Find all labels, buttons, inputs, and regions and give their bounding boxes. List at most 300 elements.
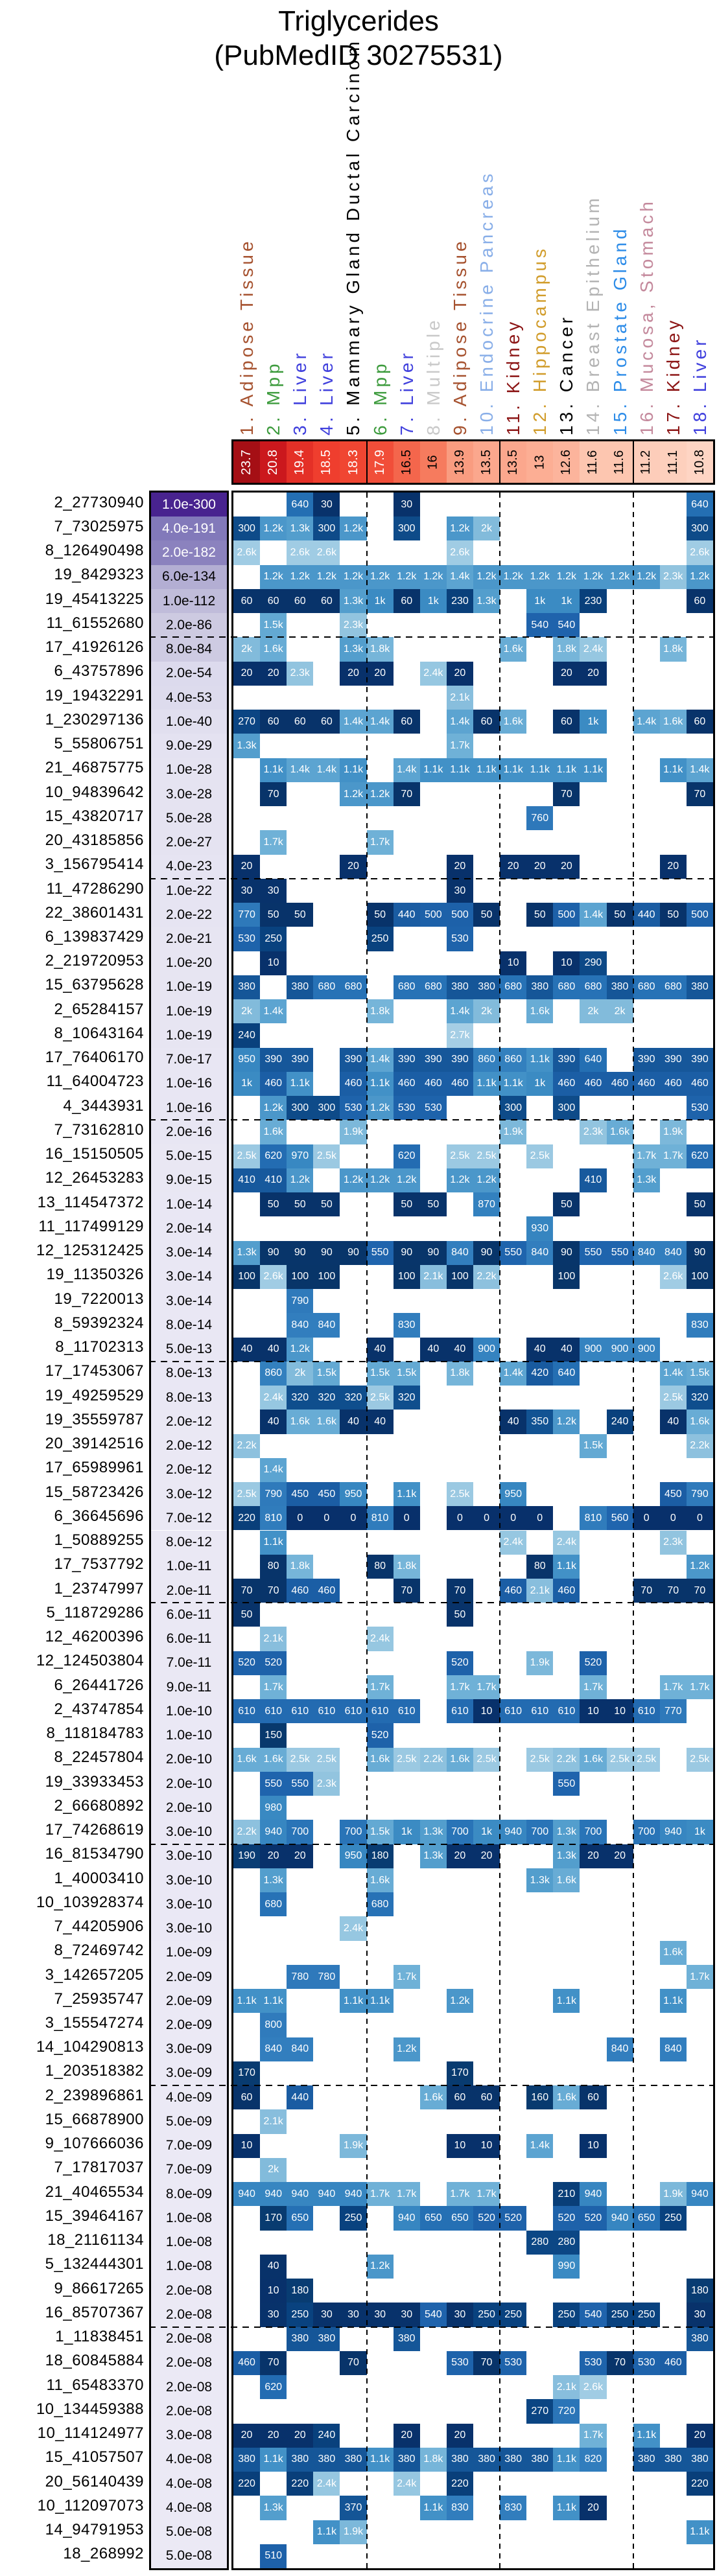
- heatmap-cell: 540: [553, 613, 580, 637]
- heatmap-cell: [473, 1434, 500, 1458]
- heatmap-cell: 2.2k: [687, 1434, 713, 1458]
- heatmap-cell: [473, 1892, 500, 1916]
- heatmap-cell: [500, 1216, 526, 1240]
- heatmap-cell: 1.2k: [260, 1096, 287, 1120]
- heatmap-cell: 2.5k: [233, 1482, 260, 1506]
- heatmap-cell: 900: [607, 1338, 633, 1362]
- heatmap-cell: [633, 2399, 660, 2423]
- heatmap-cell: [633, 2182, 660, 2206]
- heatmap-cell: [473, 1916, 500, 1940]
- heatmap-cell: [313, 686, 340, 710]
- heatmap-cell: [367, 806, 394, 830]
- heatmap-cell: [607, 2375, 633, 2399]
- heatmap-cell: 700: [447, 1820, 473, 1844]
- heatmap-cell: [607, 2496, 633, 2520]
- heatmap-cell: [500, 1434, 526, 1458]
- heatmap-cell: [687, 1772, 713, 1796]
- heatmap-cell: 550: [607, 1241, 633, 1265]
- heatmap-cell: [660, 2013, 687, 2037]
- heatmap-cell: [553, 2424, 580, 2448]
- score-cell: [526, 441, 553, 483]
- heatmap-cell: [340, 1555, 366, 1579]
- heatmap-cell: [473, 2544, 500, 2568]
- heatmap-cell: 1.2k: [553, 1410, 580, 1433]
- heatmap-cell: 250: [553, 2303, 580, 2327]
- heatmap-cell: [420, 2520, 447, 2544]
- heatmap-cell: 1.2k: [260, 516, 287, 540]
- heatmap-cell: 1.1k: [420, 2496, 447, 2520]
- heatmap-cell: 830: [447, 2496, 473, 2520]
- pvalue-cell: 2.0e-54: [151, 662, 227, 686]
- heatmap-cell: [420, 1675, 447, 1699]
- heatmap-cell: [313, 2109, 340, 2133]
- heatmap-cell: 1.5k: [367, 1820, 394, 1844]
- heatmap-cell: [313, 734, 340, 758]
- score-cell: [447, 441, 473, 483]
- heatmap-cell: 2.6k: [313, 540, 340, 564]
- score-cell: [367, 441, 394, 483]
- pvalue-cell: 2.0e-08: [151, 2375, 227, 2399]
- heatmap-cell: 460: [233, 2351, 260, 2375]
- pvalue-cell: 2.0e-21: [151, 927, 227, 951]
- heatmap-cell: [233, 1772, 260, 1796]
- heatmap-cell: 300: [313, 516, 340, 540]
- heatmap-cell: [233, 758, 260, 782]
- row-label: 17_76406170: [45, 1049, 144, 1067]
- heatmap-cell: [287, 2013, 313, 2037]
- heatmap-cell: 70: [260, 2351, 287, 2375]
- row-label: 2_66680892: [54, 1796, 144, 1815]
- heatmap-cell: [633, 662, 660, 686]
- heatmap-cell: 680: [660, 975, 687, 999]
- heatmap-cell: [313, 1723, 340, 1747]
- heatmap-cell: 1.7k: [687, 1675, 713, 1699]
- score-value: 16: [425, 454, 440, 470]
- pvalue-cell: 2.0e-16: [151, 1120, 227, 1144]
- heatmap-cell: [473, 2520, 500, 2544]
- heatmap-cell: 1.1k: [367, 2448, 394, 2472]
- heatmap-cell: 20: [473, 1844, 500, 1868]
- heatmap-cell: 40: [553, 1338, 580, 1362]
- heatmap-cell: [367, 1120, 394, 1144]
- heatmap-cell: 810: [580, 1506, 606, 1530]
- heatmap-cell: 390: [287, 1048, 313, 1072]
- row-label: 10_114124977: [37, 2424, 144, 2443]
- heatmap-cell: [447, 1916, 473, 1940]
- heatmap-cell: 90: [394, 1241, 420, 1265]
- heatmap-cell: [607, 1168, 633, 1192]
- heatmap-cell: [553, 516, 580, 540]
- heatmap-cell: [394, 2061, 420, 2085]
- heatmap-cell: 900: [473, 1338, 500, 1362]
- heatmap-cell: [313, 2037, 340, 2061]
- heatmap-cell: 1.1k: [394, 1482, 420, 1506]
- heatmap-cell: [500, 2375, 526, 2399]
- heatmap-cell: [660, 734, 687, 758]
- row-label: 1_23747997: [54, 1579, 144, 1597]
- score-cell: [340, 441, 366, 483]
- heatmap-cell: [367, 1603, 394, 1627]
- heatmap-cell: 2.3k: [287, 662, 313, 686]
- heatmap-cell: [580, 686, 606, 710]
- heatmap-cell: [420, 540, 447, 564]
- heatmap-cell: [633, 2255, 660, 2279]
- heatmap-cell: [660, 686, 687, 710]
- heatmap-cell: [233, 830, 260, 854]
- heatmap-cell: [526, 540, 553, 564]
- heatmap-cell: [580, 1796, 606, 1820]
- heatmap-cell: [287, 2520, 313, 2544]
- heatmap-row: [233, 1699, 713, 1723]
- heatmap-cell: [687, 2206, 713, 2230]
- heatmap-cell: 0: [287, 1506, 313, 1530]
- heatmap-cell: 10: [473, 1699, 500, 1723]
- heatmap-row: [233, 1144, 713, 1168]
- row-label: 19_11350326: [46, 1266, 144, 1284]
- heatmap-row: [233, 927, 713, 951]
- heatmap-cell: [340, 2013, 366, 2037]
- heatmap-cell: 70: [633, 1579, 660, 1603]
- heatmap-cell: 1.2k: [394, 2037, 420, 2061]
- heatmap-cell: 1.5k: [260, 613, 287, 637]
- heatmap-cell: [660, 1916, 687, 1940]
- heatmap-cell: 2.3k: [313, 1772, 340, 1796]
- heatmap-cell: [287, 2158, 313, 2182]
- heatmap-cell: [633, 1772, 660, 1796]
- pvalue-cell: 3.0e-10: [151, 1916, 227, 1940]
- heatmap-cell: [313, 2255, 340, 2279]
- row-label: 1_40003410: [54, 1869, 144, 1887]
- column-header: 6. Mpp: [370, 360, 390, 435]
- score-value: 19.4: [292, 449, 307, 475]
- heatmap-cell: [580, 1362, 606, 1386]
- heatmap-cell: 610: [260, 1699, 287, 1723]
- heatmap-cell: [607, 2061, 633, 2085]
- heatmap-cell: 530: [394, 1096, 420, 1120]
- row-label: 7_44205906: [54, 1918, 144, 1936]
- heatmap-cell: [633, 493, 660, 516]
- heatmap-cell: [340, 1772, 366, 1796]
- pvalue-cell: 1.0e-11: [151, 1555, 227, 1579]
- heatmap-cell: [473, 2375, 500, 2399]
- pvalue-cell: 1.0e-16: [151, 1096, 227, 1120]
- heatmap-cell: 520: [233, 1651, 260, 1675]
- column-header: 5. Mammary Gland Ductal Carcinom: [343, 38, 364, 435]
- heatmap-cell: [553, 1313, 580, 1337]
- heatmap-cell: [687, 1892, 713, 1916]
- heatmap-cell: [607, 1144, 633, 1168]
- heatmap-cell: [687, 2544, 713, 2568]
- heatmap-cell: [687, 830, 713, 854]
- heatmap-cell: 860: [260, 1362, 287, 1386]
- heatmap-cell: 610: [447, 1699, 473, 1723]
- heatmap-cell: [394, 879, 420, 903]
- column-header: 16. Mucosa, Stomach: [636, 198, 657, 435]
- heatmap-cell: 50: [394, 1192, 420, 1216]
- heatmap-cell: 1.3k: [553, 1820, 580, 1844]
- heatmap-cell: [447, 2037, 473, 2061]
- heatmap-cell: 380: [447, 975, 473, 999]
- heatmap-cell: 2k: [607, 999, 633, 1023]
- heatmap-cell: [500, 1916, 526, 1940]
- heatmap-cell: [233, 1916, 260, 1940]
- row-label: 19_8429323: [54, 566, 144, 584]
- row-label: 3_142657205: [45, 1966, 144, 1984]
- heatmap-cell: 380: [526, 975, 553, 999]
- heatmap-row: [233, 2182, 713, 2206]
- pvalue-cell: 1.0e-22: [151, 879, 227, 903]
- heatmap-cell: [526, 1096, 553, 1120]
- heatmap-cell: 320: [287, 1386, 313, 1410]
- row-label: 8_22457804: [54, 1748, 144, 1767]
- heatmap-row: [233, 1168, 713, 1192]
- heatmap-cell: [580, 2327, 606, 2351]
- heatmap-cell: 1.2k: [287, 565, 313, 589]
- score-cell: [233, 441, 260, 483]
- heatmap-cell: [660, 2472, 687, 2496]
- row-label: 8_118184783: [46, 1724, 144, 1743]
- heatmap-cell: [687, 1627, 713, 1651]
- heatmap-cell: [340, 1434, 366, 1458]
- heatmap-cell: 1.1k: [233, 1989, 260, 2013]
- heatmap-cell: [367, 1531, 394, 1555]
- heatmap-cell: 450: [287, 1482, 313, 1506]
- heatmap-cell: [287, 927, 313, 951]
- heatmap-cell: [553, 686, 580, 710]
- heatmap-cell: [420, 637, 447, 661]
- heatmap-cell: [473, 2255, 500, 2279]
- row-label: 7_25935747: [54, 1990, 144, 2008]
- heatmap-cell: [633, 1458, 660, 1482]
- heatmap-cell: [500, 2231, 526, 2255]
- heatmap-cell: 1.1k: [553, 758, 580, 782]
- heatmap-cell: [500, 1989, 526, 2013]
- heatmap-cell: [313, 1072, 340, 1096]
- heatmap-cell: [420, 951, 447, 975]
- heatmap-cell: [526, 662, 553, 686]
- heatmap-cell: [526, 951, 553, 975]
- heatmap-cell: [394, 1892, 420, 1916]
- heatmap-cell: 0: [394, 1506, 420, 1530]
- pvalue-cell: 6.0e-134: [151, 565, 227, 589]
- heatmap-cell: 370: [340, 2496, 366, 2520]
- heatmap-cell: 680: [313, 975, 340, 999]
- heatmap-cell: [367, 2375, 394, 2399]
- heatmap-cell: [633, 637, 660, 661]
- heatmap-cell: [526, 1892, 553, 1916]
- heatmap-cell: [420, 2061, 447, 2085]
- heatmap-cell: [580, 1555, 606, 1579]
- heatmap-cell: [473, 806, 500, 830]
- heatmap-cell: 1.6k: [260, 1748, 287, 1772]
- heatmap-cell: [233, 2206, 260, 2230]
- heatmap-cell: 1.2k: [367, 2255, 394, 2279]
- heatmap-cell: [526, 734, 553, 758]
- heatmap-cell: [660, 2158, 687, 2182]
- heatmap-cell: 1.2k: [287, 1338, 313, 1362]
- row-label: 6_43757896: [54, 662, 144, 680]
- heatmap-cell: [420, 2037, 447, 2061]
- pvalue-cell: 3.0e-10: [151, 1844, 227, 1868]
- heatmap-cell: 60: [260, 710, 287, 734]
- heatmap-cell: [233, 1723, 260, 1747]
- heatmap-cell: [660, 1965, 687, 1989]
- score-cell: [660, 441, 687, 483]
- heatmap-cell: [260, 2520, 287, 2544]
- row-label: 7_73162810: [54, 1120, 144, 1139]
- pvalue-cell: 8.0e-13: [151, 1362, 227, 1386]
- heatmap-cell: [526, 1965, 553, 1989]
- heatmap-cell: 830: [500, 2496, 526, 2520]
- heatmap-cell: 380: [287, 2327, 313, 2351]
- row-label: 17_17453067: [45, 1362, 144, 1380]
- heatmap-row: [233, 686, 713, 710]
- pvalue-cell: 6.0e-11: [151, 1603, 227, 1627]
- heatmap-cell: [660, 2424, 687, 2448]
- heatmap-cell: 390: [260, 1048, 287, 1072]
- heatmap-cell: 0: [313, 1506, 340, 1530]
- heatmap-cell: [394, 2255, 420, 2279]
- heatmap-cell: [553, 1723, 580, 1747]
- heatmap-cell: [394, 2109, 420, 2133]
- heatmap-cell: 60: [687, 589, 713, 613]
- heatmap-cell: 1.2k: [473, 1168, 500, 1192]
- heatmap-cell: [233, 2520, 260, 2544]
- heatmap-cell: [394, 1603, 420, 1627]
- heatmap-cell: [633, 2134, 660, 2158]
- heatmap-cell: [447, 1555, 473, 1579]
- heatmap-cell: [260, 1603, 287, 1627]
- heatmap-cell: [313, 2158, 340, 2182]
- heatmap-cell: [607, 1941, 633, 1965]
- heatmap-cell: [607, 1989, 633, 2013]
- heatmap-cell: [500, 2061, 526, 2085]
- heatmap-cell: 2.4k: [420, 662, 447, 686]
- score-cell: [500, 441, 526, 483]
- heatmap-cell: [526, 637, 553, 661]
- heatmap-cell: [580, 1216, 606, 1240]
- heatmap-cell: [553, 2037, 580, 2061]
- heatmap-cell: [500, 1265, 526, 1289]
- heatmap-cell: 50: [287, 1192, 313, 1216]
- heatmap-cell: [660, 1844, 687, 1868]
- heatmap-cell: 1.6k: [553, 2085, 580, 2109]
- heatmap-cell: 2.6k: [447, 540, 473, 564]
- heatmap-cell: [660, 662, 687, 686]
- heatmap-cell: [633, 2231, 660, 2255]
- heatmap-cell: [607, 734, 633, 758]
- column-group-separator: [366, 493, 368, 2568]
- heatmap-cell: [580, 1289, 606, 1313]
- heatmap-cell: 940: [394, 2206, 420, 2230]
- heatmap-cell: [633, 1313, 660, 1337]
- heatmap-cell: [687, 1216, 713, 1240]
- heatmap-cell: [447, 1531, 473, 1555]
- heatmap-cell: 30: [260, 2303, 287, 2327]
- heatmap-cell: [687, 951, 713, 975]
- heatmap-cell: 550: [580, 1241, 606, 1265]
- heatmap-cell: 2.1k: [420, 1265, 447, 1289]
- heatmap-cell: 2.4k: [260, 1386, 287, 1410]
- heatmap-cell: [367, 1772, 394, 1796]
- heatmap-cell: 1.4k: [660, 1362, 687, 1386]
- heatmap-cell: 1.1k: [420, 758, 447, 782]
- pvalue-cell: 6.0e-11: [151, 1627, 227, 1651]
- heatmap-cell: 940: [607, 2206, 633, 2230]
- heatmap-cell: 220: [287, 2472, 313, 2496]
- heatmap-cell: 220: [233, 2472, 260, 2496]
- heatmap-cell: [526, 2109, 553, 2133]
- heatmap-cell: [473, 1965, 500, 1989]
- heatmap-cell: [660, 493, 687, 516]
- heatmap-cell: [633, 1941, 660, 1965]
- heatmap-cell: 550: [260, 1772, 287, 1796]
- heatmap-cell: [580, 830, 606, 854]
- heatmap-cell: [607, 1772, 633, 1796]
- pvalue-cell: 9.0e-15: [151, 1168, 227, 1192]
- score-value: 23.7: [239, 449, 254, 475]
- heatmap-cell: [473, 2472, 500, 2496]
- heatmap-cell: 300: [233, 516, 260, 540]
- heatmap-row: [233, 2037, 713, 2061]
- heatmap-cell: [260, 2085, 287, 2109]
- heatmap-cell: [500, 613, 526, 637]
- heatmap-cell: [633, 2472, 660, 2496]
- heatmap-cell: [633, 2544, 660, 2568]
- heatmap-cell: 10: [580, 2134, 606, 2158]
- heatmap-cell: [607, 2231, 633, 2255]
- heatmap-cell: 410: [233, 1168, 260, 1192]
- heatmap-cell: 2.1k: [260, 2109, 287, 2133]
- column-header: 11. Kidney: [503, 318, 524, 435]
- score-value: 11.1: [665, 450, 680, 474]
- heatmap-cell: 2.2k: [420, 1748, 447, 1772]
- heatmap-cell: 940: [580, 2182, 606, 2206]
- heatmap-cell: 500: [553, 903, 580, 927]
- heatmap-cell: [580, 1723, 606, 1747]
- pvalue-cell: 4.0e-53: [151, 686, 227, 710]
- heatmap-cell: 380: [287, 2448, 313, 2472]
- heatmap-cell: [340, 1892, 366, 1916]
- heatmap-cell: [260, 540, 287, 564]
- heatmap-cell: 20: [340, 662, 366, 686]
- heatmap-cell: 1.2k: [526, 565, 553, 589]
- heatmap-cell: 1.1k: [447, 758, 473, 782]
- heatmap-cell: 500: [447, 903, 473, 927]
- heatmap-cell: [607, 1723, 633, 1747]
- heatmap-cell: 1.2k: [420, 565, 447, 589]
- heatmap-cell: [233, 1313, 260, 1337]
- heatmap-cell: 70: [687, 782, 713, 806]
- heatmap-cell: 680: [580, 975, 606, 999]
- heatmap-cell: [687, 734, 713, 758]
- heatmap-cell: 2.3k: [660, 1531, 687, 1555]
- heatmap-cell: 1.6k: [500, 710, 526, 734]
- heatmap-cell: [233, 1362, 260, 1386]
- row-label: 19_19432291: [45, 686, 144, 704]
- heatmap-cell: [633, 1627, 660, 1651]
- heatmap-cell: [607, 1458, 633, 1482]
- heatmap-cell: 1.5k: [367, 1362, 394, 1386]
- heatmap-cell: [580, 2279, 606, 2303]
- heatmap-cell: [473, 1120, 500, 1144]
- heatmap-cell: [580, 1892, 606, 1916]
- heatmap-cell: 1.3k: [526, 1868, 553, 1892]
- heatmap-row: [233, 1048, 713, 1072]
- heatmap-cell: [367, 2013, 394, 2037]
- heatmap-cell: [260, 1434, 287, 1458]
- heatmap-cell: [500, 927, 526, 951]
